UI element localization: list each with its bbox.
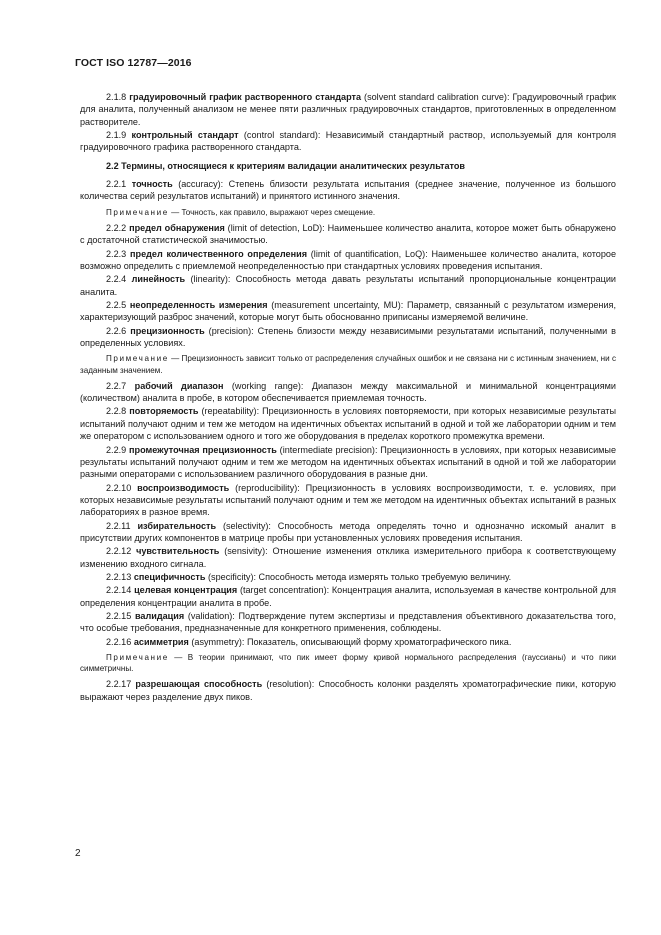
term-name: точность xyxy=(131,179,173,190)
note-text: — В теории принимают, что пик имеет форму кривой нормального распределения (гауссианы) и что пики симметричны. xyxy=(80,653,616,674)
clause-number: 2.2.8 xyxy=(106,406,127,417)
clause-number: 2.2.16 xyxy=(106,636,132,647)
term-name: градуировочный график растворенного стандарта xyxy=(129,92,362,102)
term-text: (measurement uncertainty, MU): Параметр, связанный с результатом измерения, характеризующий разброс значений, которые могут быть обоснованно приписаны измеряемой величине. xyxy=(80,300,616,323)
clause-number: 2.2.1 xyxy=(106,179,127,190)
document-header: ГОСТ ISO 12787—2016 xyxy=(75,57,192,69)
clause-number: 2.2.5 xyxy=(106,300,127,311)
term-name: промежуточная прецизионность xyxy=(129,444,277,455)
note xyxy=(80,353,616,375)
clause-number: 2.2.12 xyxy=(106,546,132,557)
term-name: предел количественного определения xyxy=(130,248,308,259)
term-definition xyxy=(80,545,616,570)
note-text: — Точность, как правило, выражают через смещение. xyxy=(168,207,376,217)
section-heading: 2.2 Термины, относящиеся к критериям валидации аналитических результатов xyxy=(106,160,465,171)
term-text: (linearity): Способность метода давать результаты испытаний пропорциональные концентрации аналита. xyxy=(80,274,616,297)
term-text: (limit of quantification, LoQ): Наименьшее количество аналита, которое возможно определить с приемлемой неопределенностью при стандартных условиях проведения испытания. xyxy=(80,248,616,271)
clause-number: 2.2.10 xyxy=(106,482,132,493)
term-name: чувствительность xyxy=(136,546,220,557)
note-label: Примечание xyxy=(106,653,169,663)
term-text: (sensivity): Отношение изменения отклика измерительного прибора к соответствующему изменению входного сигнала. xyxy=(80,546,616,569)
note-label: Примечание xyxy=(106,207,169,217)
term-text: (resolution): Способность колонки разделять хроматографические пики, которую выражают через разделение двух пиков. xyxy=(80,679,617,702)
clause-number: 2.2.15 xyxy=(106,610,132,621)
term-text: (validation): Подтверждение путем экспертизы и представления объективного доказательства того, что особые требования, предназначенные для конкретного применения, соблюдены. xyxy=(80,610,616,634)
term-definition xyxy=(80,129,616,154)
term-text: (repeatability): Прецизионность в условиях повторяемости, при которых независимые результаты испытаний получают одним и тем же методом на идентичных объектах испытаний в одной и той же лаборатории одним и тем же оператором с использованием одного и того же оборудования в пределах короткого промежутка времени. xyxy=(80,406,616,442)
term-name: линейность xyxy=(131,274,186,285)
term-text: (reproducibility): Прецизионность в условиях воспроизводимости, т. е. условиях, при которых независимые результаты испытаний получают одним и тем же методом на идентичных объектах испытаний в разных лабораториях в разное время. xyxy=(80,482,616,518)
document-body xyxy=(80,91,616,704)
term-text: (asymmetry): Показатель, описывающий форму хроматографического пика. xyxy=(188,636,512,647)
term-text: (accuracy): Степень близости результата испытания (среднее значение, полученное из большого количества серий результатов испытаний) и принятого истинного значения. xyxy=(80,179,616,202)
page-number: 2 xyxy=(75,848,81,859)
term-definition xyxy=(80,222,616,247)
clause-number: 2.2.9 xyxy=(106,444,127,455)
term-definition xyxy=(80,273,616,298)
term-name: валидация xyxy=(134,610,185,621)
term-definition xyxy=(80,299,616,324)
term-text: (precision): Степень близости между независимыми результатами испытаний, полученными в определенных условиях. xyxy=(80,325,617,349)
term-name: неопределенность измерения xyxy=(129,300,268,311)
term-text: (specificity): Способность метода измерять только требуемую величину. xyxy=(205,571,512,582)
note-label: Примечание xyxy=(106,354,169,364)
term-definition xyxy=(80,248,616,273)
clause-number: 2.1.8 xyxy=(106,92,127,102)
term-definition xyxy=(80,405,616,442)
clause-number: 2.1.9 xyxy=(106,130,127,141)
clause-number: 2.2.13 xyxy=(106,571,132,582)
clause-number: 2.2.3 xyxy=(106,248,127,259)
term-name: разрешающая способность xyxy=(135,679,263,690)
term-definition xyxy=(80,636,616,648)
note xyxy=(80,207,616,218)
term-definition xyxy=(80,610,616,635)
term-name: избирательность xyxy=(137,520,217,531)
term-definition xyxy=(80,178,616,203)
clause-number: 2.2.14 xyxy=(106,585,132,596)
note xyxy=(80,652,616,674)
term-text: (intermediate precision): Прецизионность в условиях, при которых независимые результаты испытаний получают одним и тем же методом на идентичных объектах испытаний в одной и той же лаборатории разными операторами с использованием различного оборудования в разные дни. xyxy=(80,444,616,480)
term-definition xyxy=(80,91,616,128)
term-definition xyxy=(80,571,616,583)
clause-number: 2.2.6 xyxy=(106,325,127,336)
term-text: (target concentration): Концентрация аналита, используемая в качестве контрольной для определения концентрации аналита в пробе. xyxy=(80,585,617,608)
term-definition xyxy=(80,380,616,405)
term-name: рабочий диапазон xyxy=(134,380,224,391)
term-definition xyxy=(80,678,616,703)
term-name: воспроизводимость xyxy=(137,482,230,493)
term-name: асимметрия xyxy=(133,636,189,647)
clause-number: 2.2.11 xyxy=(106,520,131,531)
term-text: (solvent standard calibration curve): Градуировочный график для аналита, полученный анализом не менее пяти различных градуировочных стандартов, приготовленных в определенном растворителе. xyxy=(80,92,616,127)
term-text: (control standard): Независимый стандартный раствор, используемый для контроля градуировочного графика растворенного стандарта. xyxy=(80,130,616,153)
term-definition xyxy=(80,584,616,609)
clause-number: 2.2.17 xyxy=(106,679,132,690)
term-text: (limit of detection, LoD): Наименьшее количество аналита, которое может быть обнаружено с достаточной статистической значимостью. xyxy=(80,222,616,246)
term-name: прецизионность xyxy=(130,325,205,336)
term-definition xyxy=(80,444,616,481)
term-name: контрольный стандарт xyxy=(131,130,239,141)
term-text: (working range): Диапазон между максимальной и минимальной концентрациями (количеством) аналита в пробе, в котором обеспечивается приемлемая точность. xyxy=(80,380,617,404)
term-definition xyxy=(80,482,616,519)
term-definition xyxy=(80,325,616,350)
note-text: — Прецизионность зависит только от распределения случайных ошибок и не связана ни с истинным значением, ни с заданным значением. xyxy=(80,354,616,375)
term-text: (selectivity): Способность метода определять точно и однозначно искомый аналит в присутствии других компонентов в матрице пробы при установленных условиях проведения испытания. xyxy=(80,520,616,543)
clause-number: 2.2.4 xyxy=(106,274,127,285)
term-name: повторяемость xyxy=(129,406,199,417)
clause-number: 2.2.7 xyxy=(106,380,127,391)
term-name: предел обнаружения xyxy=(129,222,225,233)
term-name: целевая концентрация xyxy=(134,585,238,596)
term-name: специфичность xyxy=(133,571,206,582)
clause-number: 2.2.2 xyxy=(106,222,127,233)
term-definition xyxy=(80,520,616,545)
